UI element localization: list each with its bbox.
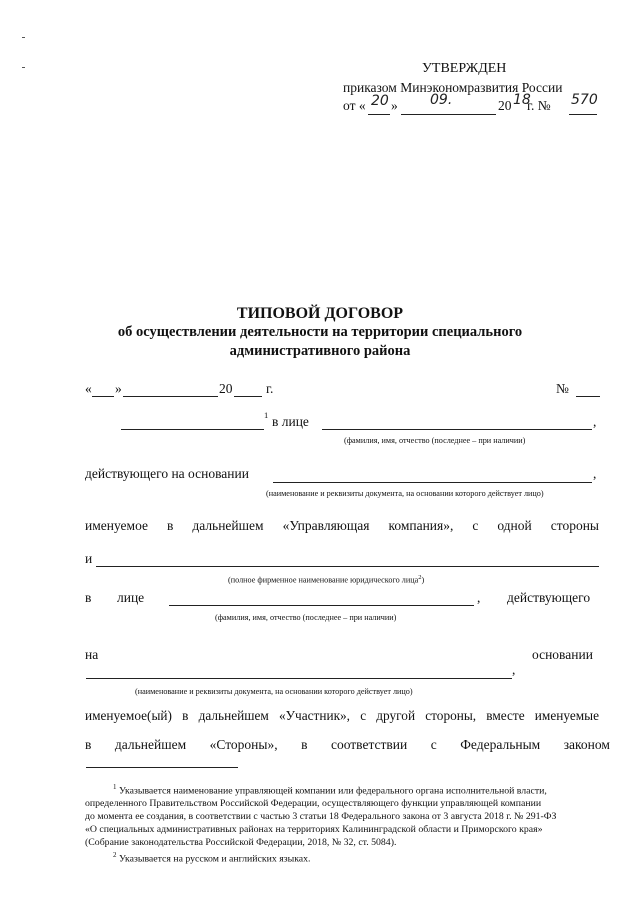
last-word: в — [85, 737, 92, 752]
referred-managing-company: именуемое в дальнейшем «Управляющая компания», с одной стороны — [85, 518, 599, 533]
and-label: и — [85, 551, 93, 566]
hint-doc: (наименование и реквизиты документа, на основании которого действует лицо) — [266, 489, 544, 498]
hint-fio-2: (фамилия, имя, отчество (последнее – при наличии) — [215, 613, 397, 622]
last-word: с — [430, 737, 437, 752]
last-word: в — [301, 737, 308, 752]
footnote-separator — [86, 767, 238, 768]
footnote-2-mark: 2 — [418, 574, 422, 581]
scan-speck — [22, 37, 25, 38]
date-year-blank — [234, 396, 262, 397]
footnote-1-line: (Собрание законодательства Российской Федерации, 2018, № 32, ст. 5084). — [85, 837, 397, 849]
comma: , — [477, 590, 481, 605]
last-line — [85, 737, 610, 753]
scan-speck — [22, 67, 25, 68]
approval-year-handwritten: 18 — [513, 92, 531, 108]
footnote-1-line: определенного Правительством Российской Федерации, осуществляющего функции управляющей компании — [85, 798, 542, 810]
approval-month-handwritten: 09. — [430, 92, 453, 108]
acting-basis-label: действующего на основании — [85, 466, 249, 481]
footnote-2-text: Указывается на русском и английских языках. — [118, 853, 311, 865]
footnote-1-line — [85, 781, 615, 797]
number-sign: № — [556, 381, 569, 396]
approval-date-prefix: от « — [343, 98, 366, 113]
v-label: в — [85, 590, 92, 605]
litse-label: лице — [117, 590, 145, 605]
na-label: на — [85, 647, 99, 662]
basis-blank — [273, 482, 592, 483]
doc-subtitle-2: административного района — [229, 343, 411, 359]
approval-year-prefix: 20 — [498, 98, 512, 113]
last-word: законом — [563, 737, 610, 752]
footnote-1 — [85, 781, 615, 866]
footnote-1-line: до момента ее создания, в соответствии с частью 3 статьи 18 Федерального закона от 3 августа 2018 г. № 291-ФЗ — [85, 811, 557, 823]
referred-participant: именуемое(ый) в дальнейшем «Участник», с другой стороны, вместе именуемые — [85, 708, 599, 723]
last-word: соответствии — [330, 737, 408, 752]
month-underline — [401, 114, 496, 115]
number-blank — [576, 396, 600, 397]
footnote-1-line: «О специальных административных районах на территориях Калининградской области и Приморского края» — [85, 824, 543, 836]
approval-number-handwritten: 570 — [571, 92, 598, 108]
comma: , — [593, 466, 597, 481]
hint-fio: (фамилия, имя, отчество (последнее – при наличии) — [344, 436, 526, 445]
approval-year-suffix: г. № — [527, 98, 551, 113]
approval-order-line: приказом Минэкономразвития России — [343, 80, 563, 95]
hint-company-close: ) — [421, 575, 425, 585]
footnote-2-number: 2 — [113, 851, 117, 860]
last-word: дальнейшем — [114, 737, 187, 752]
footnote-1-text: Указывается наименование управляющей компании или федерального органа исполнительной власти, — [118, 785, 547, 797]
comma: , — [512, 662, 516, 677]
participant-representative-blank — [169, 605, 474, 606]
footnote-1-mark: 1 — [264, 410, 269, 420]
approval-title: УТВЕРЖДЕН — [422, 61, 507, 76]
number-underline — [569, 114, 597, 115]
hint-company-text: (полное фирменное наименование юридического лица — [228, 575, 419, 585]
date-close-quote: » — [115, 381, 122, 396]
date-g: г. — [266, 381, 274, 396]
footnote-2-line — [85, 849, 615, 865]
osnovanii-label: основании — [532, 647, 593, 662]
company-name-blank — [121, 429, 264, 430]
doc-subtitle-1: об осуществлении деятельности на территории специального — [117, 324, 523, 340]
comma: , — [593, 414, 597, 429]
participant-basis-blank — [86, 678, 512, 679]
date-month-blank — [123, 396, 218, 397]
last-word: «Стороны», — [209, 737, 278, 752]
date-day-blank — [92, 396, 114, 397]
last-word: Федеральным — [460, 737, 541, 752]
representative-blank — [322, 429, 592, 430]
date-year: 20 — [219, 381, 233, 396]
approval-date-close: » — [391, 98, 398, 113]
v-litse-label: в лице — [272, 414, 309, 429]
acting-label: действующего — [507, 590, 591, 605]
day-underline — [368, 114, 390, 115]
doc-title: ТИПОВОЙ ДОГОВОР — [236, 305, 404, 322]
date-open-quote: « — [85, 381, 92, 396]
approval-day-handwritten: 20 — [371, 93, 389, 109]
hint-company — [228, 574, 424, 585]
participant-name-blank — [96, 566, 599, 567]
hint-doc-2: (наименование и реквизиты документа, на основании которого действует лицо) — [135, 687, 413, 696]
footnote-1-number: 1 — [113, 783, 117, 791]
